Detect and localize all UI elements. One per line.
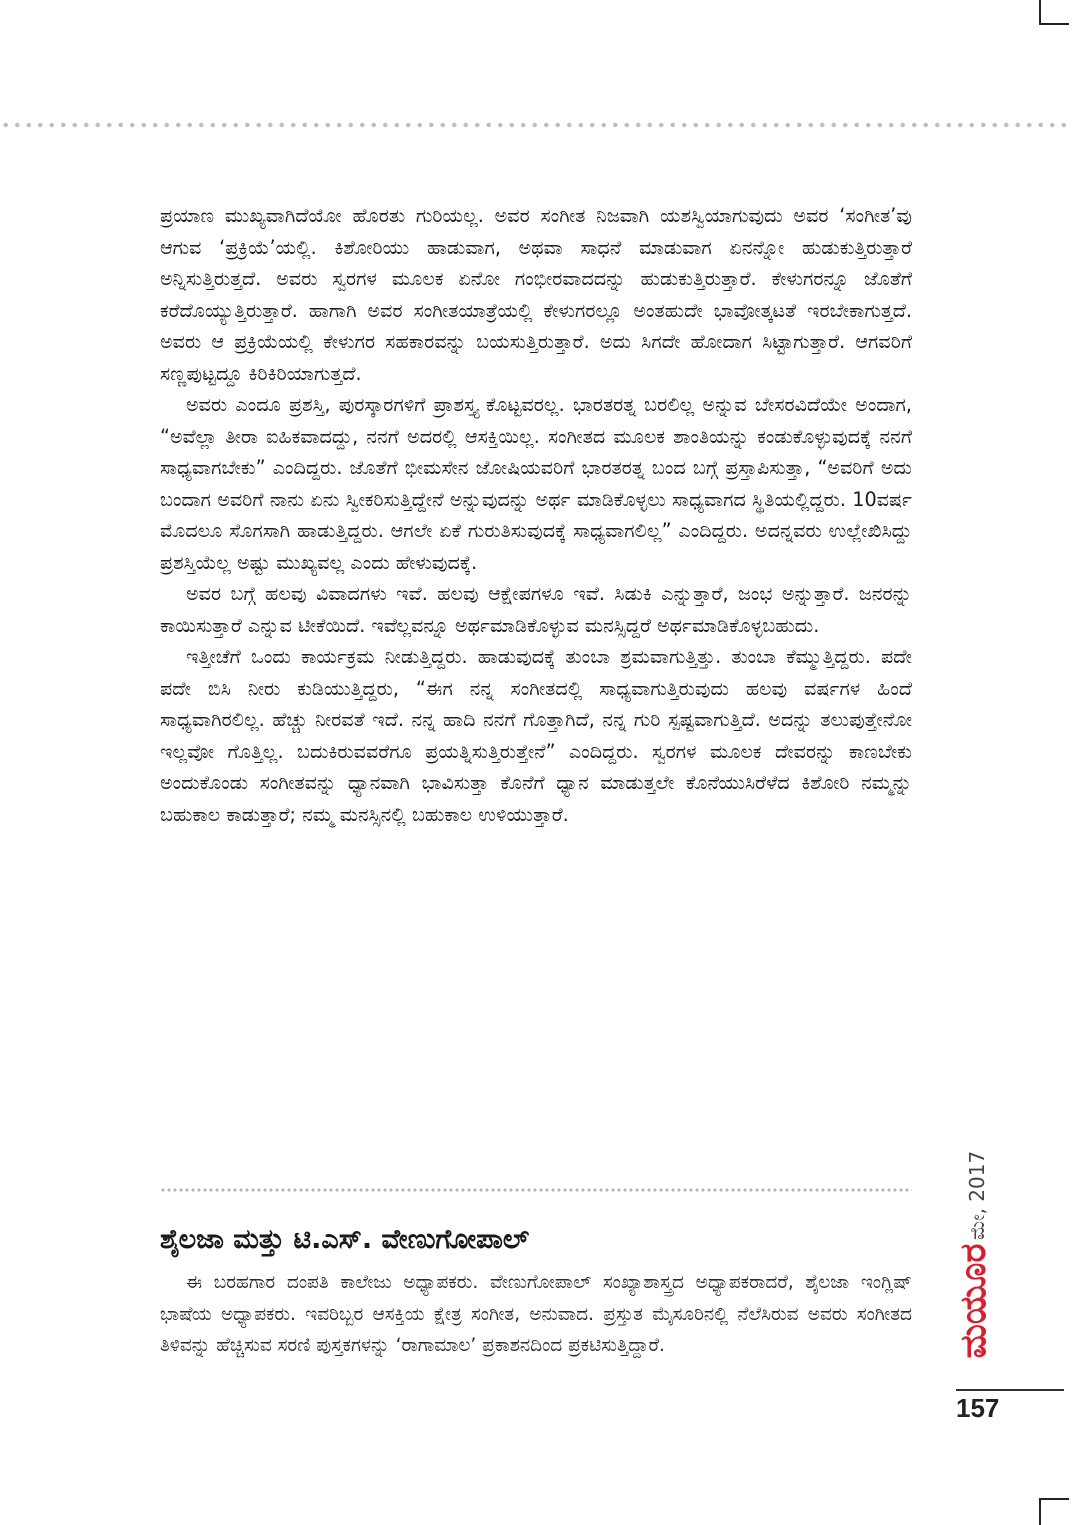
paragraph: ಇತ್ತೀಚೆಗೆ ಒಂದು ಕಾರ್ಯಕ್ರಮ ನೀಡುತ್ತಿದ್ದರು. ಹಾಡುವುದಕ್ಕೆ ತುಂಬಾ ಶ್ರಮವಾಗುತ್ತಿತ್ತು. ತುಂಬಾ ಕೆಮ್ಮುತ್ತಿದ್ದರು. ಪದೇ ಪದೇ ಬಿಸಿ ನೀರು ಕುಡಿಯುತ್ತಿದ್ದರು, “ಈಗ ನನ್ನ ಸಂಗೀತದಲ್ಲಿ ಸಾಧ್ಯವಾಗುತ್ತಿರುವುದು ಹಲವು ವರ್ಷಗಳ ಹಿಂದೆ ಸಾಧ್ಯವಾಗಿರಲಿಲ್ಲ. ಹೆಚ್ಚು ನೀರವತೆ ಇದೆ. ನನ್ನ ಹಾದಿ ನನಗೆ ಗೊತ್ತಾಗಿದೆ, ನನ್ನ ಗುರಿ ಸ್ಪಷ್ಟವಾಗುತ್ತಿದೆ. ಅದನ್ನು ತಲುಪುತ್ತೇನೋ ಇಲ್ಲವೋ ಗೊತ್ತಿಲ್ಲ. ಬದುಕಿರುವವರೆಗೂ ಪ್ರಯತ್ನಿಸುತ್ತಿರುತ್ತೇನೆ” ಎಂದಿದ್ದರು. ಸ್ವರಗಳ ಮೂಲಕ ದೇವರನ್ನು ಕಾಣಬೇಕು ಅಂದುಕೊಂಡು ಸಂಗೀತವನ್ನು ಧ್ಯಾನವಾಗಿ ಭಾವಿಸುತ್ತಾ ಕೊನೆಗೆ ಧ್ಯಾನ ಮಾಡುತ್ತಲೇ ಕೊನೆಯುಸಿರೆಳೆದ ಕಿಶೋರಿ ನಮ್ಮನ್ನು ಬಹುಕಾಲ ಕಾಡುತ್ತಾರೆ; ನಮ್ಮ ಮನಸ್ಸಿನಲ್ಲಿ ಬಹುಕಾಲ ಉಳಿಯುತ್ತಾರೆ. <box>160 645 912 826</box>
crop-mark-bottom-horizontal <box>1039 1498 1069 1500</box>
author-bio <box>160 1267 912 1362</box>
author-bio-text: ಈ ಬರಹಗಾರ ದಂಪತಿ ಕಾಲೇಜು ಅಧ್ಯಾಪಕರು. ವೇಣುಗೋಪಾಲ್ ಸಂಖ್ಯಾಶಾಸ್ತ್ರದ ಅಧ್ಯಾಪಕರಾದರೆ, ಶೈಲಜಾ ಇಂಗ್ಲಿಷ್ ಭಾಷೆಯ ಅಧ್ಯಾಪಕರು. ಇವರಿಬ್ಬರ ಆಸಕ್ತಿಯ ಕ್ಷೇತ್ರ ಸಂಗೀತ, ಅನುವಾದ. ಪ್ರಸ್ತುತ ಮೈಸೂರಿನಲ್ಲಿ ನೆಲೆಸಿರುವ ಅವರು ಸಂಗೀತದ ತಿಳಿವನ್ನು ಹೆಚ್ಚಿಸುವ ಸರಣಿ ಪುಸ್ತಕಗಳನ್ನು ‘ರಾಗಾಮಾಲ’ ಪ್ರಕಾಶನದಿಂದ ಪ್ರಕಟಿಸುತ್ತಿದ್ದಾರೆ. <box>160 1272 912 1356</box>
top-dotted-rule <box>0 122 1072 128</box>
paragraph: ಪ್ರಯಾಣ ಮುಖ್ಯವಾಗಿದೆಯೋ ಹೊರತು ಗುರಿಯಲ್ಲ. ಅವರ ಸಂಗೀತ ನಿಜವಾಗಿ ಯಶಸ್ವಿಯಾಗುವುದು ಅವರ ‘ಸಂಗೀತ’ವು ಆಗುವ ‘ಪ್ರಕ್ರಿಯೆ’ಯಲ್ಲಿ. ಕಿಶೋರಿಯು ಹಾಡುವಾಗ, ಅಥವಾ ಸಾಧನೆ ಮಾಡುವಾಗ ಏನನ್ನೋ ಹುಡುಕುತ್ತಿರುತ್ತಾರೆ ಅನ್ನಿಸುತ್ತಿರುತ್ತದೆ. ಅವರು ಸ್ವರಗಳ ಮೂಲಕ ಏನೋ ಗಂಭೀರವಾದದನ್ನು ಹುಡುಕುತ್ತಿರುತ್ತಾರೆ. ಕೇಳುಗರನ್ನೂ ಜೊತೆಗೆ ಕರೆದೊಯ್ಯುತ್ತಿರುತ್ತಾರೆ. ಹಾಗಾಗಿ ಅವರ ಸಂಗೀತಯಾತ್ರೆಯಲ್ಲಿ ಕೇಳುಗರಲ್ಲೂ ಅಂತಹುದೇ ಭಾವೋತ್ಕಟತೆ ಇರಬೇಕಾಗುತ್ತದೆ. ಅವರು ಆ ಪ್ರಕ್ರಿಯೆಯಲ್ಲಿ ಕೇಳುಗರ ಸಹಕಾರವನ್ನು ಬಯಸುತ್ತಿರುತ್ತಾರೆ. ಅದು ಸಿಗದೇ ಹೋದಾಗ ಸಿಟ್ಟಾಗುತ್ತಾರೆ. ಆಗವರಿಗೆ ಸಣ್ಣಪುಟ್ಟದ್ದೂ ಕಿರಿಕಿರಿಯಾಗುತ್ತದೆ. <box>160 204 912 385</box>
page-number: 157 <box>956 1393 1000 1423</box>
magazine-logo-text: ಮಯೂರ <box>953 1243 994 1359</box>
page-number-rule <box>956 1389 1064 1391</box>
article-body <box>160 200 912 830</box>
paragraph: ಅವರ ಬಗ್ಗೆ ಹಲವು ವಿವಾದಗಳು ಇವೆ. ಹಲವು ಆಕ್ಷೇಪಗಳೂ ಇವೆ. ಸಿಡುಕಿ ಎನ್ನುತ್ತಾರೆ, ಜಂಭ ಅನ್ನುತ್ತಾರೆ. ಜನರನ್ನು ಕಾಯಿಸುತ್ತಾರೆ ಎನ್ನುವ ಟೀಕೆಯಿದೆ. ಇವೆಲ್ಲವನ್ನೂ ಅರ್ಥಮಾಡಿಕೊಳ್ಳುವ ಮನಸ್ಸಿದ್ದರೆ ಅರ್ಥಮಾಡಿಕೊಳ್ಳಬಹುದು. <box>160 582 912 637</box>
crop-mark-top-horizontal <box>1039 23 1069 25</box>
paragraph: ಅವರು ಎಂದೂ ಪ್ರಶಸ್ತಿ, ಪುರಸ್ಕಾರಗಳಿಗೆ ಪ್ರಾಶಸ್ತ್ಯ ಕೊಟ್ಟವರಲ್ಲ. ಭಾರತರತ್ನ ಬರಲಿಲ್ಲ ಅನ್ನುವ ಬೇಸರವಿದೆಯೇ ಅಂದಾಗ, “ಅವೆಲ್ಲಾ ತೀರಾ ಐಹಿಕವಾದದ್ದು, ನನಗೆ ಅದರಲ್ಲಿ ಆಸಕ್ತಿಯಿಲ್ಲ. ಸಂಗೀತದ ಮೂಲಕ ಶಾಂತಿಯನ್ನು ಕಂಡುಕೊಳ್ಳುವುದಕ್ಕೆ ನನಗೆ ಸಾಧ್ಯವಾಗಬೇಕು” ಎಂದಿದ್ದರು. ಜೊತೆಗೆ ಭೀಮಸೇನ ಜೋಷಿಯವರಿಗೆ ಭಾರತರತ್ನ ಬಂದ ಬಗ್ಗೆ ಪ್ರಸ್ತಾಪಿಸುತ್ತಾ, “ಅವರಿಗೆ ಅದು ಬಂದಾಗ ಅವರಿಗೆ ನಾನು ಏನು ಸ್ವೀಕರಿಸುತ್ತಿದ್ದೇನೆ ಅನ್ನುವುದನ್ನು ಅರ್ಥ ಮಾಡಿಕೊಳ್ಳಲು ಸಾಧ್ಯವಾಗದ ಸ್ಥಿತಿಯಲ್ಲಿದ್ದರು. 10ವರ್ಷ ಮೊದಲೂ ಸೊಗಸಾಗಿ ಹಾಡುತ್ತಿದ್ದರು. ಆಗಲೇ ಏಕೆ ಗುರುತಿಸುವುದಕ್ಕೆ ಸಾಧ್ಯವಾಗಲಿಲ್ಲ” ಎಂದಿದ್ದರು. ಅದನ್ನವರು ಉಲ್ಲೇಖಿಸಿದ್ದು ಪ್ರಶಸ್ತಿಯೆಲ್ಲ ಅಷ್ಟು ಮುಖ್ಯವಲ್ಲ ಎಂದು ಹೇಳುವುದಕ್ಕೆ. <box>160 393 912 574</box>
magazine-logo <box>954 1226 994 1376</box>
crop-mark-top-vertical <box>1039 0 1041 24</box>
author-heading: ಶೈಲಜಾ ಮತ್ತು ಟಿ.ಎಸ್. ವೇಣುಗೋಪಾಲ್ <box>160 1224 530 1255</box>
section-dotted-rule <box>160 1188 912 1192</box>
issue-date-text: ಮೇ, 2017 <box>965 1150 989 1240</box>
crop-mark-bottom-vertical <box>1039 1498 1041 1525</box>
